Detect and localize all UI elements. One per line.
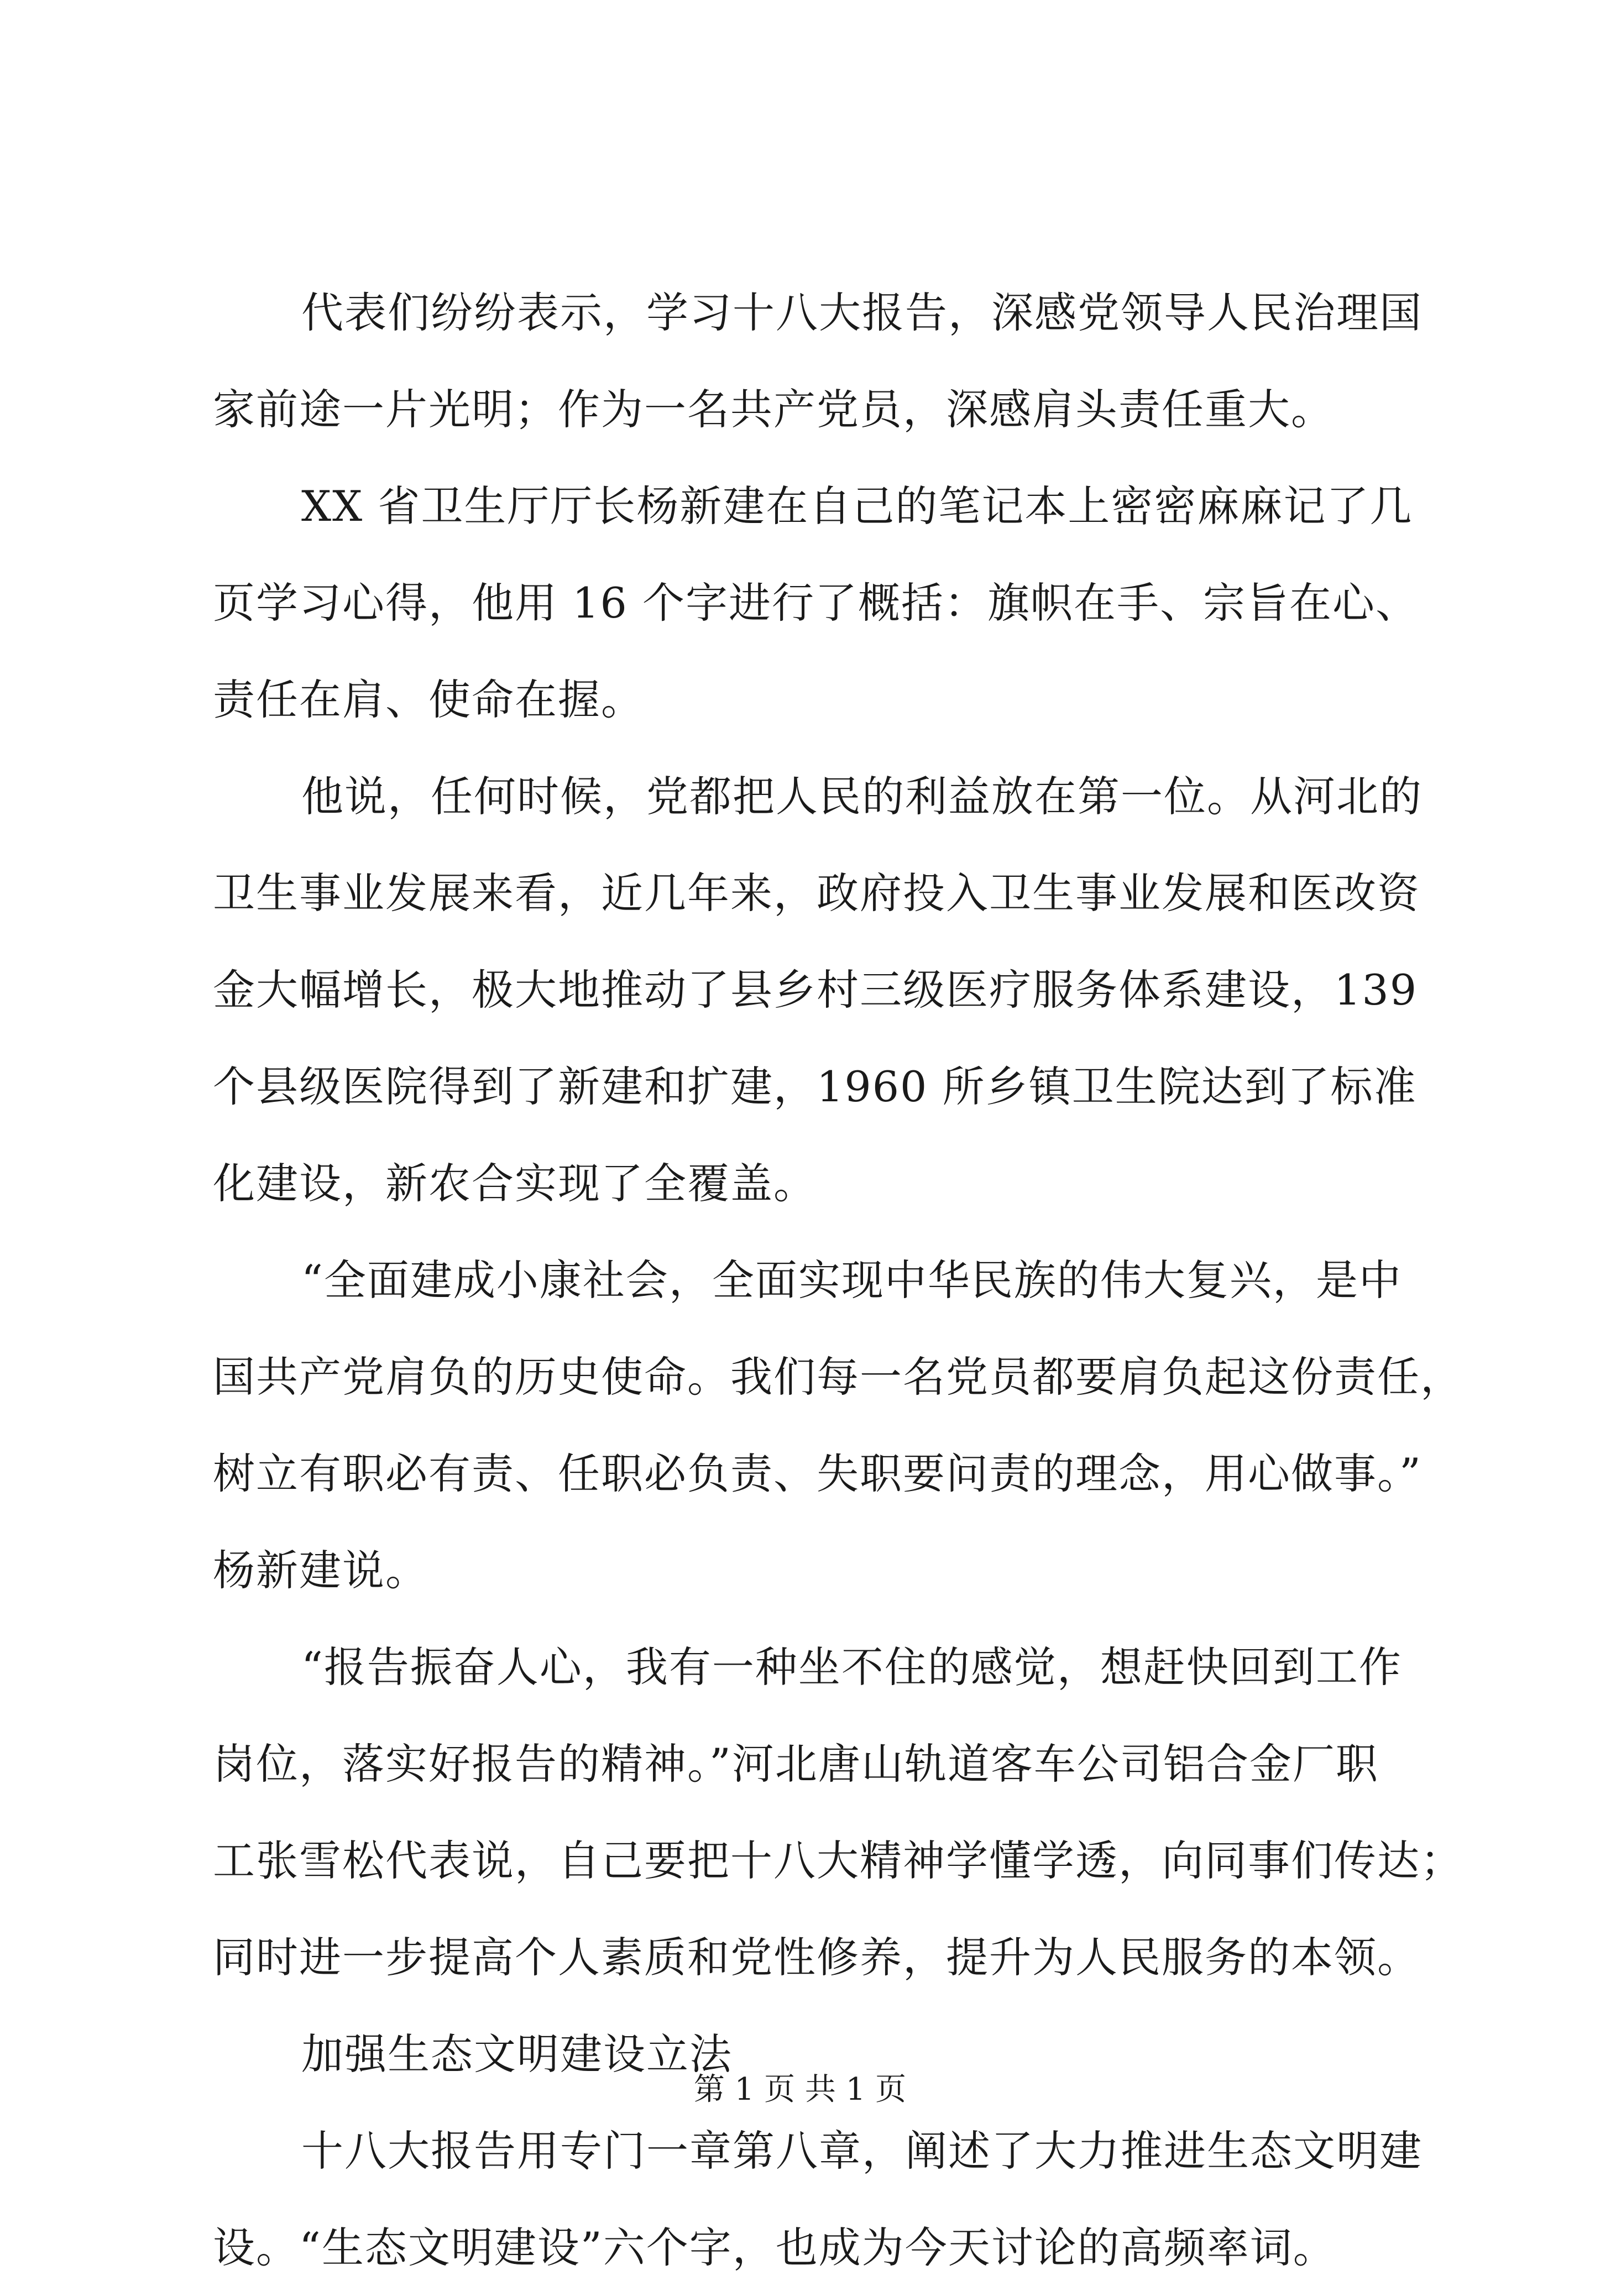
page-footer: 第 1 页 共 1 页 (693, 2072, 907, 2107)
paragraph-line: “全面建成小康社会，全面实现中华民族的伟大复兴，是中 (301, 1256, 1402, 1305)
paragraph-line: 同时进一步提高个人素质和党性修养，提升为人民服务的本领。 (213, 1933, 1420, 1982)
paragraph-line: 代表们纷纷表示，学习十八大报告，深感党领导人民治理国 (301, 288, 1423, 337)
paragraph-line: 工张雪松代表说，自己要把十八大精神学懂学透，向同事们传达； (213, 1836, 1463, 1885)
paragraph-line: 金大幅增长，极大地推动了县乡村三级医疗服务体系建设，139 (213, 965, 1418, 1014)
paragraph-line: 化建设，新农合实现了全覆盖。 (213, 1159, 817, 1208)
paragraph-line: 设。“生态文明建设”六个字，也成为今天讨论的高频率词。 (213, 2223, 1336, 2272)
paragraph-line: 个县级医院得到了新建和扩建，1960 所乡镇卫生院达到了标准 (213, 1062, 1417, 1111)
paragraph-line: XX 省卫生厅厅长杨新建在自己的笔记本上密密麻麻记了几 (301, 482, 1413, 531)
paragraph-line: 他说，任何时候，党都把人民的利益放在第一位。从河北的 (301, 772, 1423, 821)
section-heading: 加强生态文明建设立法 (301, 2030, 733, 2079)
paragraph-line: 杨新建说。 (213, 1546, 428, 1595)
paragraph-line: 责任在肩、使命在握。 (213, 675, 644, 724)
paragraph-line: 十八大报告用专门一章第八章，阐述了大力推进生态文明建 (301, 2126, 1423, 2175)
document-body (213, 264, 1463, 2296)
paragraph-line: 卫生事业发展来看，近几年来，政府投入卫生事业发展和医改资 (213, 869, 1420, 918)
paragraph-line: 国共产党肩负的历史使命。我们每一名党员都要肩负起这份责任， (213, 1352, 1463, 1401)
paragraph-line: 岗位，落实好报告的精神。”河北唐山轨道客车公司铝合金厂职 (213, 1739, 1379, 1788)
paragraph-line: 家前途一片光明；作为一名共产党员，深感肩头责任重大。 (213, 385, 1334, 434)
paragraph-line: “报告振奋人心，我有一种坐不住的感觉，想赶快回到工作 (301, 1643, 1402, 1692)
paragraph-line: 页学习心得，他用 16 个字进行了概括：旗帜在手、宗旨在心、 (213, 578, 1419, 627)
paragraph-line: 树立有职必有责、任职必负责、失职要问责的理念，用心做事。” (213, 1449, 1422, 1498)
